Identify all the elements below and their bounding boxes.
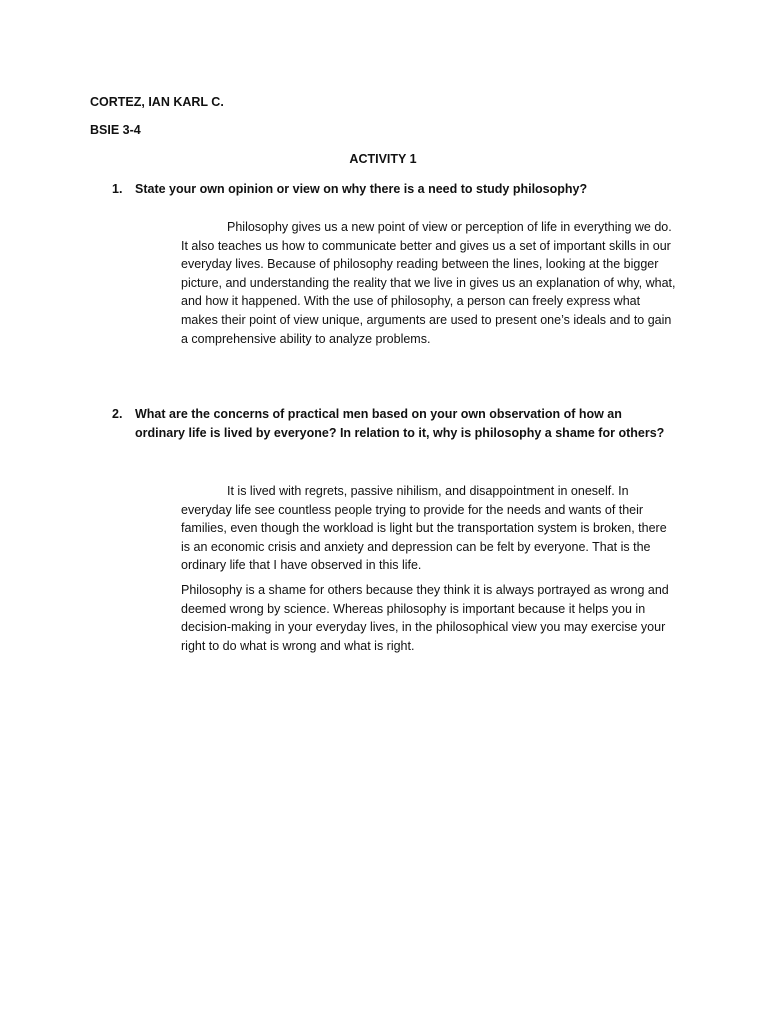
answer-1 bbox=[181, 218, 679, 348]
activity-title-text: ACTIVITY 1 bbox=[349, 152, 417, 166]
activity-title bbox=[0, 152, 768, 166]
question-1-number: 1. bbox=[112, 182, 123, 196]
question-1-text: State your own opinion or view on why there is a need to study philosophy? bbox=[135, 182, 588, 196]
question-2-number: 2. bbox=[112, 407, 123, 421]
answer-2-paragraph-1: It is lived with regrets, passive nihilism, and disappointment in oneself. In everyday life see countless people trying to provide for the needs and wants of their families, even though the workload is light but the transportation system is broken, there is an economic crisis and anxiety and depression can be felt by everyone. That is the ordinary life that I have observed in this life. bbox=[181, 484, 667, 573]
question-1 bbox=[112, 180, 672, 199]
question-2-text: What are the concerns of practical men based on your own observation of how an ordinary life is lived by everyone? In relation to it, why is philosophy a shame for others? bbox=[135, 407, 665, 440]
question-2 bbox=[112, 405, 672, 443]
student-section: BSIE 3-4 bbox=[90, 123, 141, 137]
student-name: CORTEZ, IAN KARL C. bbox=[90, 95, 224, 109]
answer-2-paragraph-2: Philosophy is a shame for others because they think it is always portrayed as wrong and deemed wrong by science. Whereas philosophy is important because it helps you in decision-making in your everyday lives, in the philosophical view you may exercise your right to do what is wrong and what is right. bbox=[181, 582, 669, 653]
answer-1-paragraph-1: Philosophy gives us a new point of view or perception of life in everything we do. It also teaches us how to communicate better and gives us a set of important skills in our everyday lives. Because of philosophy reading between the lines, looking at the bigger picture, and understanding the reality that we live in gives us an explanation of why, what, and how it happened. With the use of philosophy, a person can freely express what makes their point of view unique, arguments are used to present one’s ideals and to gain a comprehensive ability to analyze problems. bbox=[181, 220, 676, 346]
answer-2 bbox=[181, 482, 679, 655]
